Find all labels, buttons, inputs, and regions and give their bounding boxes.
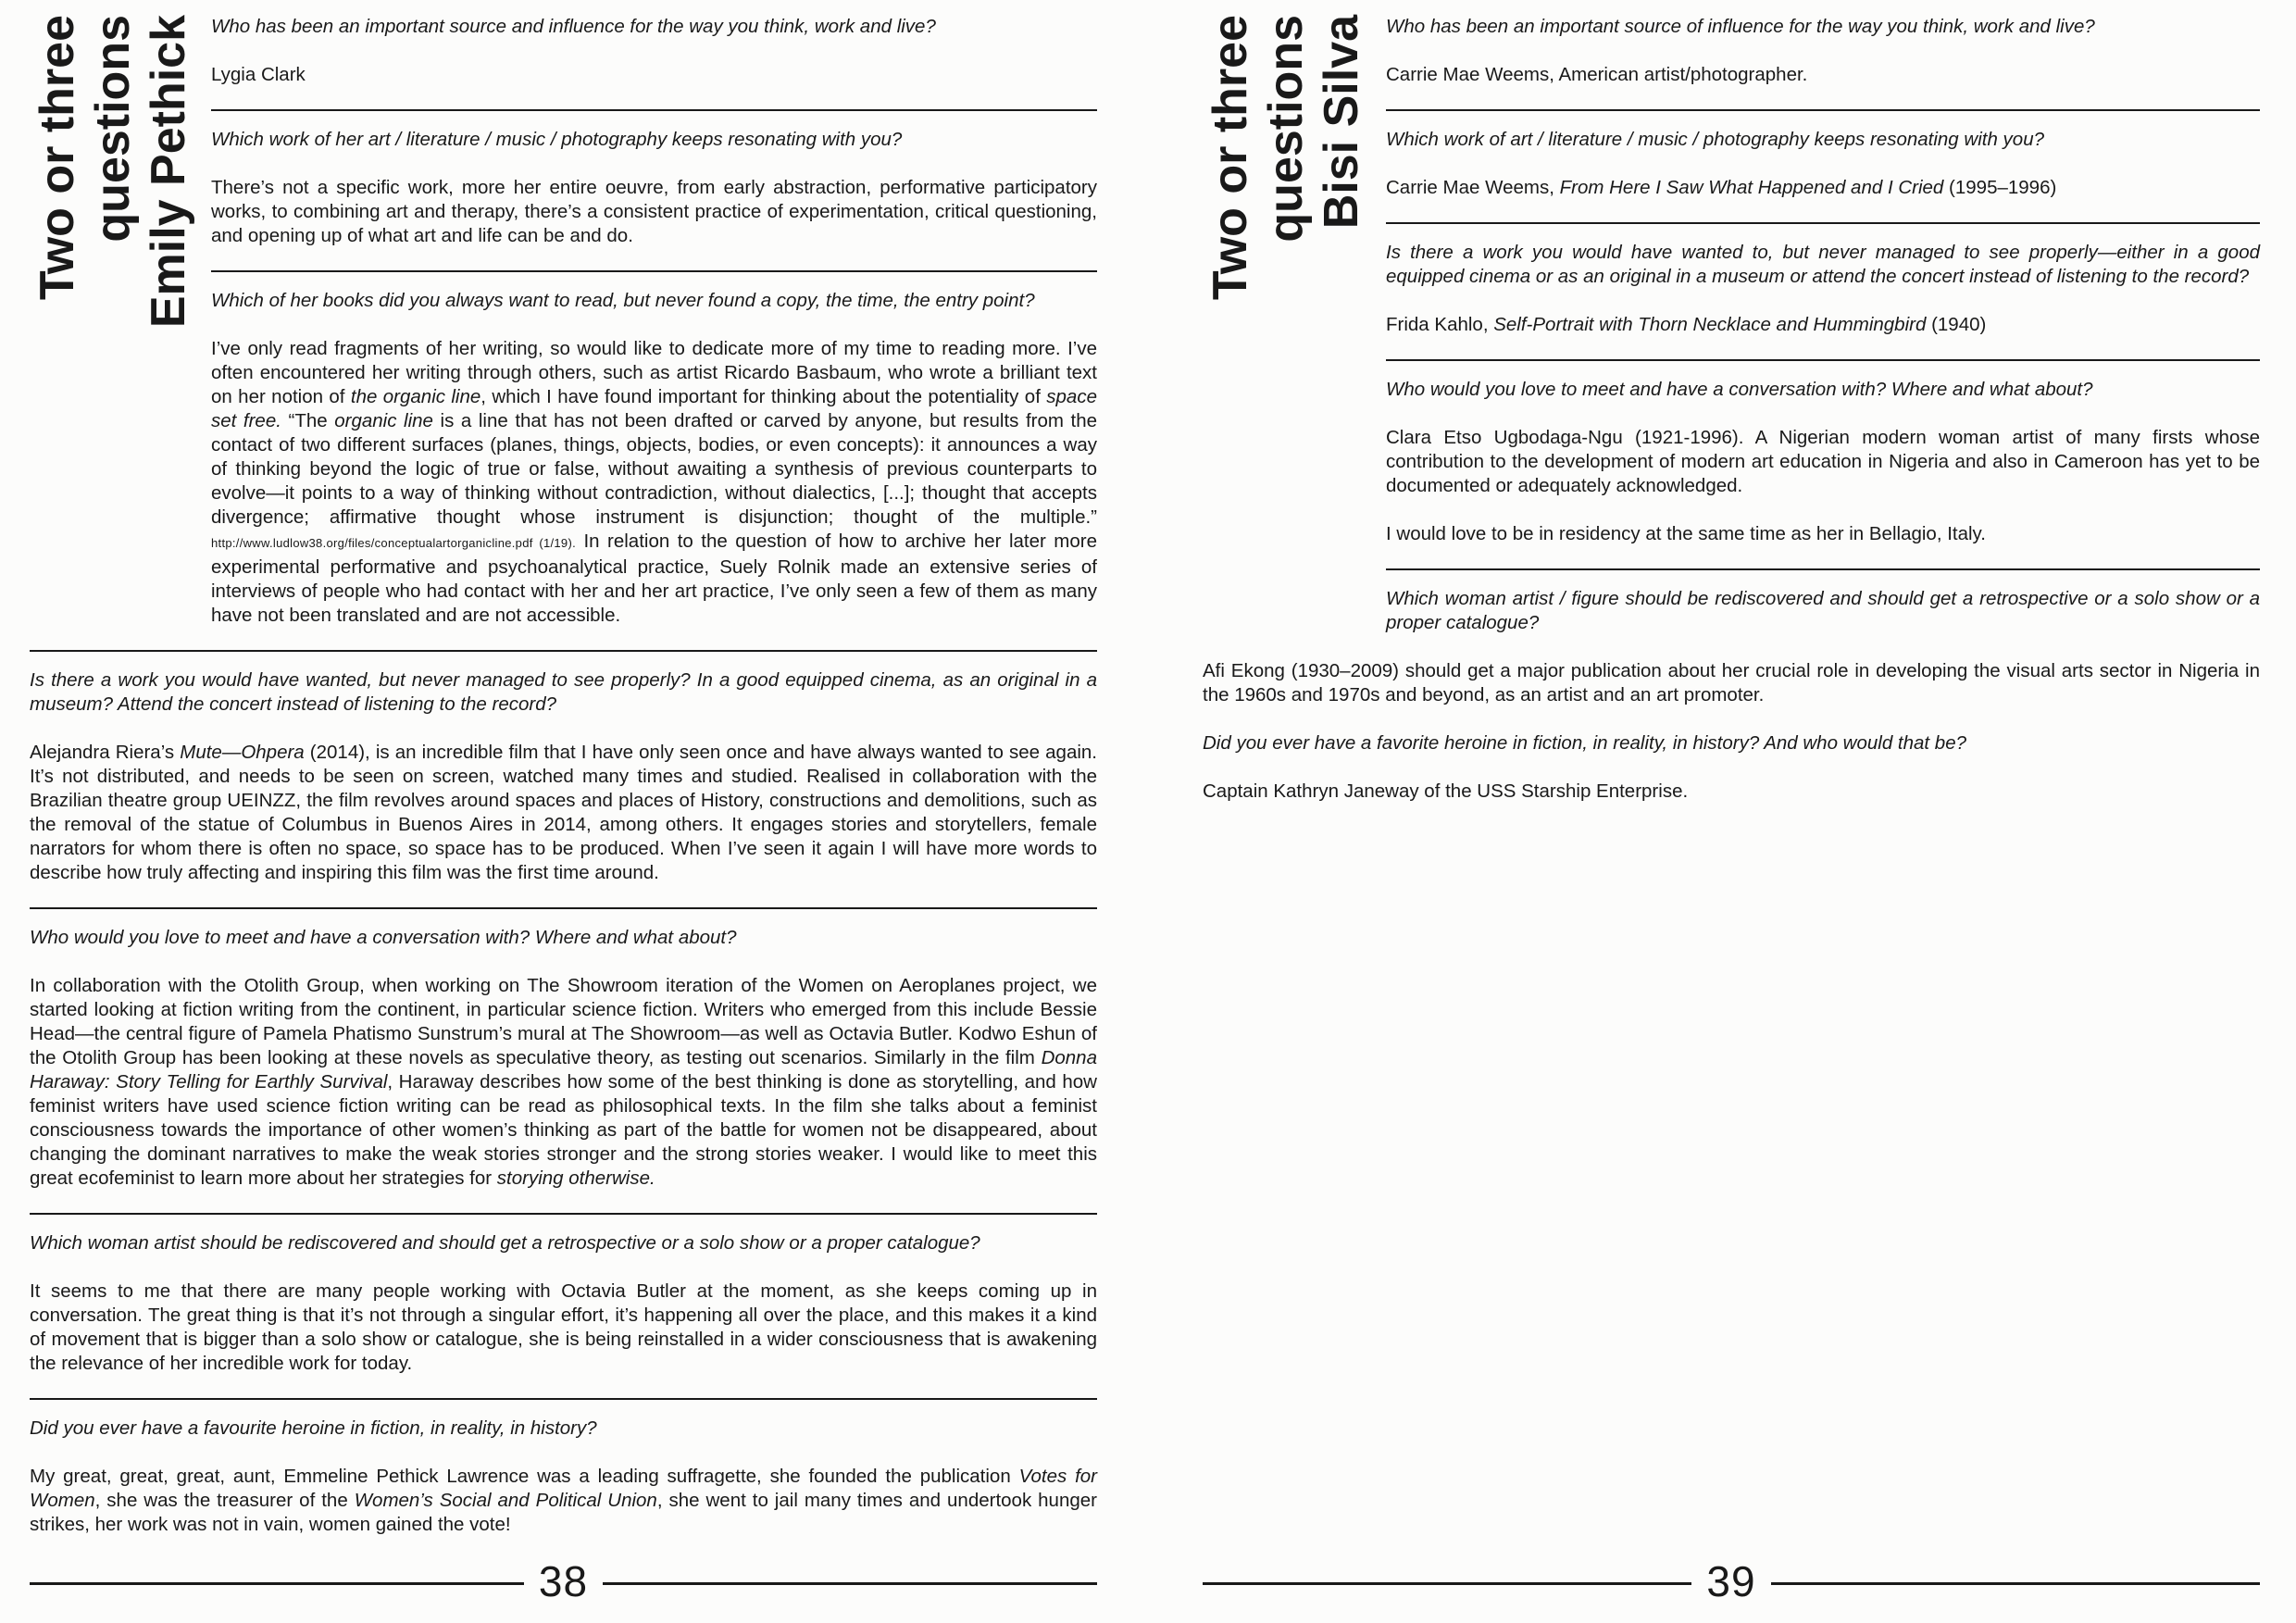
divider-rule [30, 907, 1097, 909]
page-footer [1203, 1557, 2260, 1606]
answer: There’s not a specific work, more her entire oeuvre, from early abstraction, performative participatory works, to combining art and therapy, there’s a consistent practice of experimentation, critical questioning, and opening up of what art and life can be and do. [211, 177, 1097, 246]
text-segment: , she went to jail many times and undertook hunger strikes, her work was not in vain, women gained the vote! [30, 1490, 1097, 1535]
text-segment: (1995–1996) [1943, 177, 2057, 198]
title-line-author: Bisi Silva [1315, 15, 1368, 230]
text-segment: Frida Kahlo, [1386, 314, 1494, 335]
text-segment: Votes for Women [30, 1466, 1097, 1511]
divider-rule [30, 650, 1097, 652]
text-segment: Donna Haraway: Story Telling for Earthly Survival [30, 1047, 1097, 1092]
text-segment: Mute—Ohpera [180, 742, 305, 763]
divider-rule [211, 109, 1097, 111]
text-segment: From Here I Saw What Happened and I Cried [1559, 177, 1944, 198]
divider-rule [30, 1398, 1097, 1400]
text-segment: (2014), is an incredible film that I have only seen once and have always wanted to see again. It’s not distributed, and needs to be seen on screen, watched many times and studied. Realised in collaboration with the Brazilian theatre group UEINZZ, the film revolves around spaces and places of History, constructions and demolitions, such as the removal of the statue of Columbus in Buenos Aires in 2014, among others. It engages stories and storytellers, female narrators for whom there is often no space, so space has to be produced. When I’ve seen it again I will have more words to describe how truly affecting and inspiring this film was the first time around. [30, 742, 1097, 883]
answer: Lygia Clark [211, 64, 306, 85]
question: Who would you love to meet and have a conversation with? Where and what about? [30, 927, 737, 948]
text-segment: , she was the treasurer of the [94, 1490, 355, 1511]
footer-rule-left [30, 1582, 524, 1585]
footer-rule-left [1203, 1582, 1691, 1585]
answer: Captain Kathryn Janeway of the USS Starship Enterprise. [1203, 780, 1689, 802]
answer: It seems to me that there are many people working with Octavia Butler at the moment, as she keeps coming up in conversation. The great thing is that it’s not through a singular effort, it’s happening all over the place, and this makes it a kind of movement that is bigger than a solo show or catalogue, she is being reinstalled in a wider consciousness that is awakening the relevance of her incredible work for today. [30, 1280, 1097, 1374]
rotated-page-title [1203, 15, 1375, 621]
question: Which of her books did you always want to read, but never found a copy, the time, the entry point? [211, 290, 1035, 311]
question: Did you ever have a favorite heroine in fiction, in reality, in history? And who would that be? [1203, 732, 1967, 754]
title-line: Two or three [1204, 15, 1257, 301]
text-segment: My great, great, great, aunt, Emmeline Pethick Lawrence was a leading suffragette, she founded the publication [30, 1466, 1019, 1487]
text-segment: is a line that has not been drafted or carved by anyone, but results from the contact of two different surfaces (planes, things, objects, bodies, or even concepts): it announces a way of thinking beyond the logic of true or false, without awaiting a synthesis of previous counterparts to evolve—it points to a way of thinking without contradiction, without dialectics, [...]; thought that accepts divergence; affirmative thought whose instrument is disjunction; thought of the multiple.” [211, 410, 1098, 528]
page-footer [30, 1557, 1097, 1606]
divider-rule [211, 270, 1097, 272]
question: Who has been an important source and influence for the way you think, work and live? [211, 16, 936, 37]
question: Is there a work you would have wanted to, but never managed to see properly—either in a good equipped cinema or as an original in a museum or attend the concert instead of listening to the record? [1386, 242, 2260, 287]
question: Which woman artist should be rediscovered and should get a retrospective or a solo show or a proper catalogue? [30, 1232, 980, 1254]
text-segment: Alejandra Riera’s [30, 742, 181, 763]
divider-rule [1386, 359, 2260, 361]
text-segment: Women’s Social and Political Union [354, 1490, 657, 1511]
text-segment: space set free. [211, 386, 1097, 431]
divider-rule [1386, 109, 2260, 111]
answer: Afi Ekong (1930–2009) should get a major publication about her crucial role in developing the visual arts sector in Nigeria in the 1960s and 1970s and beyond, as an artist and an art promoter. [1203, 660, 2260, 705]
footer-rule-right [1771, 1582, 2260, 1585]
text-segment: the organic line [350, 386, 481, 407]
answer [30, 1465, 1097, 1537]
question: Who would you love to meet and have a conversation with? Where and what about? [1386, 379, 2093, 400]
text-segment: organic line [334, 410, 433, 431]
question: Is there a work you would have wanted, but never managed to see properly? In a good equipped cinema, as an original in a museum? Attend the concert instead of listening to the record? [30, 669, 1097, 715]
question: Did you ever have a favourite heroine in fiction, in reality, in history? [30, 1417, 597, 1439]
page-number: 39 [1706, 1557, 1756, 1605]
text-segment: , which I have found important for thinking about the potentiality of [480, 386, 1047, 407]
text-segment: Self-Portrait with Thorn Necklace and Hummingbird [1493, 314, 1927, 335]
title-line-author: Emily Pethick [142, 15, 195, 329]
question: Who has been an important source of influence for the way you think, work and live? [1386, 16, 2095, 37]
page-right [1148, 0, 2296, 1623]
text-segment: http://www.ludlow38.org/files/conceptualartorganicline.pdf (1/19). [211, 536, 576, 550]
question: Which woman artist / figure should be rediscovered and should get a retrospective or a solo show or a proper catalogue? [1386, 588, 2260, 633]
text-segment: “The [281, 410, 335, 431]
divider-rule [1386, 568, 2260, 570]
answer: Carrie Mae Weems, American artist/photographer. [1386, 64, 1808, 85]
text-segment: , Haraway describes how some of the best thinking is done as storytelling, and how feminist writers have used science fiction writing can be read as philosophical texts. In the film she talks about a feminist consciousness towards the importance of other women’s thinking as part of the battle for women not be disappeared, about changing the dominant narratives to make the weak stories stronger and the strong stories weaker. I would like to meet this great ecofeminist to learn more about her strategies for [30, 1071, 1097, 1189]
rotated-page-title [30, 15, 202, 615]
text-segment: I’ve only read fragments of her writing, so would like to dedicate more of my time to reading more. I’ve often encountered her writing through others, such as artist Ricardo Basbaum, who wrote a brilliant text on her notion of [211, 338, 1097, 407]
title-column [30, 15, 211, 615]
divider-rule [30, 1213, 1097, 1215]
text-segment: In relation to the question of how to archive her later more experimental performative and psychoanalytical practice, Suely Rolnik made an extensive series of interviews of people who had contact with her and her art practice, I’ve only seen a few of them as many have not been translated and are not accessible. [211, 531, 1097, 626]
answer: I would love to be in residency at the same time as her in Bellagio, Italy. [1386, 523, 1986, 544]
answer [30, 741, 1097, 885]
divider-rule [1386, 222, 2260, 224]
answer [30, 974, 1097, 1191]
title-line: questions [1259, 15, 1313, 243]
question: Which work of art / literature / music / photography keeps resonating with you? [1386, 129, 2045, 150]
title-column [1203, 15, 1386, 621]
answer: Clara Etso Ugbodaga-Ngu (1921-1996). A Nigerian modern woman artist of many firsts whose contribution to the development of modern art education in Nigeria and also in Cameroon has yet to be documented or adequately acknowledged. [1386, 427, 2260, 496]
page-number: 38 [538, 1557, 589, 1605]
title-line: questions [86, 15, 140, 243]
text-segment: In collaboration with the Otolith Group, when working on The Showroom iteration of the Women on Aeroplanes project, we started looking at fiction writing from the continent, in particular science fiction. Writers who emerged from this include Bessie Head—the central figure of Pamela Phatismo Sunstrum’s mural at The Showroom—as well as Octavia Butler. Kodwo Eshun of the Otolith Group has been looking at these novels as speculative theory, as testing out scenarios. Similarly in the film [30, 975, 1097, 1068]
question: Which work of her art / literature / music / photography keeps resonating with you? [211, 129, 903, 150]
text-segment: (1940) [1926, 314, 1987, 335]
text-segment: Carrie Mae Weems, [1386, 177, 1560, 198]
footer-rule-right [603, 1582, 1097, 1585]
title-line: Two or three [31, 15, 84, 301]
text-segment: storying otherwise. [496, 1167, 655, 1189]
